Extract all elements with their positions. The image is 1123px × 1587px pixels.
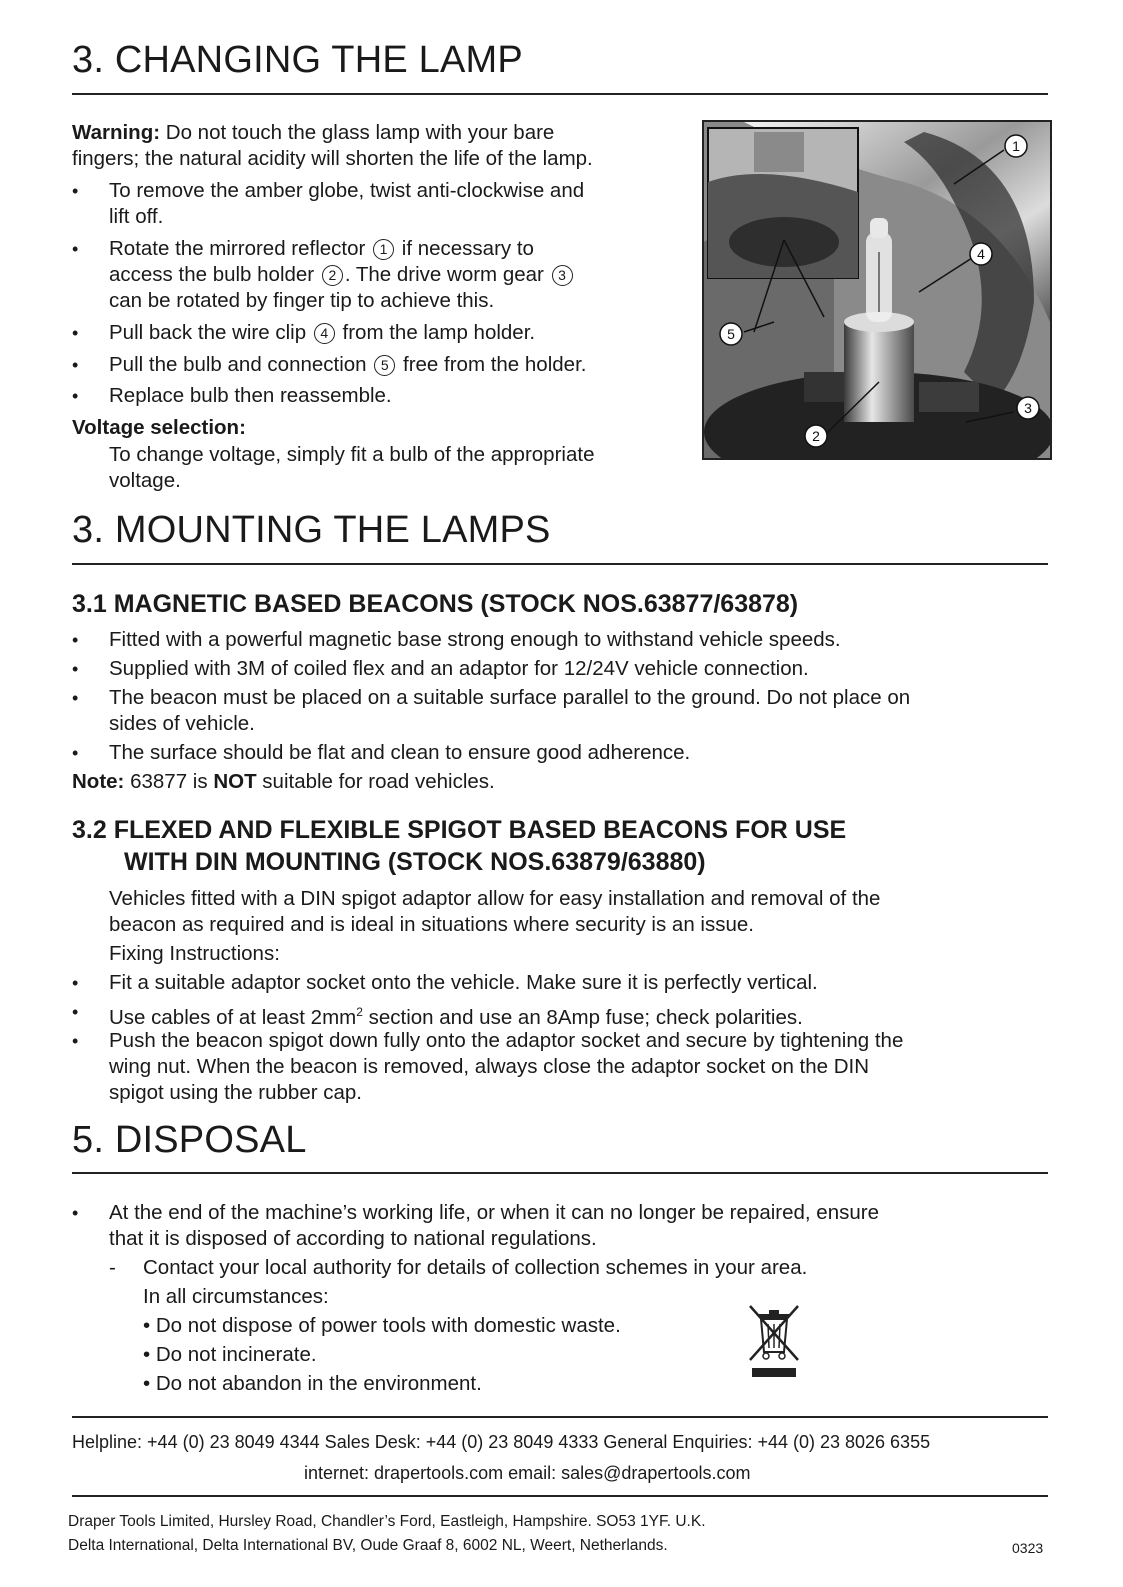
note-text: suitable for road vehicles. [262, 770, 495, 793]
voltage-line-1: To change voltage, simply fit a bulb of the appropriate [109, 443, 595, 466]
warning-label: Warning: [72, 121, 161, 144]
s32-bullet-3-line-1: Push the beacon spigot down fully onto the adaptor socket and secure by tightening the [109, 1029, 904, 1052]
footer-rule-bottom [72, 1495, 1048, 1497]
s32-bullet-3-line-3: spigot using the rubber cap. [109, 1081, 362, 1104]
callout-4: 4 [314, 323, 335, 344]
warning-text: Do not touch the glass lamp with your bare [165, 121, 555, 144]
lamp-photo [702, 120, 1052, 460]
bullet-dot: • [72, 1203, 79, 1223]
disposal-line-2: that it is disposed of according to national regulations. [109, 1227, 597, 1250]
title-rule [72, 563, 1048, 565]
callout-1: 1 [373, 239, 394, 260]
lamp-step-3-text: Pull back the wire clip [109, 321, 307, 344]
bullet-dot: • [72, 323, 79, 343]
photo-callout-3 [1017, 397, 1039, 419]
lamp-step-2-text: Rotate the mirrored reflector [109, 237, 366, 260]
manual-page [68, 0, 1052, 1587]
s32-bullet-1: Fit a suitable adaptor socket onto the vehicle. Make sure it is perfectly vertical. [109, 971, 818, 994]
lamp-photo-illustration [704, 122, 1050, 458]
disposal-item-2: • Do not incinerate. [143, 1343, 317, 1366]
photo-callout-5 [720, 323, 742, 345]
lamp-step-2-line-3: can be rotated by finger tip to achieve this. [109, 289, 495, 312]
lamp-step-4 [109, 352, 586, 378]
bullet-dot: • [72, 239, 79, 259]
voltage-line-2: voltage. [109, 469, 181, 492]
callout-2: 2 [322, 265, 343, 286]
footer-address-2: Delta International, Delta International BV, Oude Graaf 8, 6002 NL, Weert, Netherlands. [68, 1537, 668, 1554]
photo-callout-3-label: 3 [1024, 400, 1032, 416]
superscript-2: 2 [356, 1005, 363, 1019]
section-title-changing-lamp: 3. CHANGING THE LAMP [72, 39, 523, 81]
footer-contacts: Helpline: +44 (0) 23 8049 4344 Sales Desk: +44 (0) 23 8049 4333 General Enquiries: +44 (0) 23 8026 6355 [72, 1432, 931, 1452]
disposal-line-1: At the end of the machine’s working life, or when it can no longer be repaired, ensure [109, 1201, 879, 1224]
photo-callout-2 [805, 425, 827, 447]
s31-bullet-3-line-2: sides of vehicle. [109, 712, 255, 735]
footer-code: 0323 [1012, 1540, 1044, 1556]
s32-bullet-2-text: section and use an 8Amp fuse; check polarities. [362, 1005, 803, 1029]
dash-marker: - [109, 1256, 116, 1279]
voltage-label [72, 415, 246, 441]
s32-fixing-label: Fixing Instructions: [109, 942, 280, 965]
bullet-dot: • [72, 355, 79, 375]
s32-para-1-line-2: beacon as required and is ideal in situations where security is an issue. [109, 913, 754, 936]
note-emphasis: NOT [213, 770, 257, 793]
photo-callout-1 [1005, 135, 1027, 157]
lamp-step-2-text: . The drive worm gear [344, 263, 544, 286]
bullet-dot: • [72, 181, 79, 201]
disposal-item-3: • Do not abandon in the environment. [143, 1372, 482, 1395]
subsection-3-2-title-line-2: WITH DIN MOUNTING (STOCK NOS.63879/63880) [124, 848, 706, 876]
bullet-dot: • [72, 630, 79, 650]
lamp-step-3-text: from the lamp holder. [342, 321, 536, 344]
footer-address-1: Draper Tools Limited, Hursley Road, Chandler’s Ford, Eastleigh, Hampshire. SO53 1YF. U.K. [68, 1513, 706, 1530]
s32-para-1-line-1: Vehicles fitted with a DIN spigot adaptor allow for easy installation and removal of the [109, 887, 881, 910]
section-title-mounting: 3. MOUNTING THE LAMPS [72, 509, 551, 551]
s31-bullet-2: Supplied with 3M of coiled flex and an adaptor for 12/24V vehicle connection. [109, 657, 809, 680]
disposal-item-1: • Do not dispose of power tools with domestic waste. [143, 1314, 621, 1337]
s31-bullet-1: Fitted with a powerful magnetic base strong enough to withstand vehicle speeds. [109, 628, 841, 651]
s32-bullet-2-text: Use cables of at least 2mm [109, 1005, 357, 1029]
disposal-contact: Contact your local authority for details of collection schemes in your area. [143, 1256, 808, 1279]
note-text: 63877 is [130, 770, 208, 793]
lamp-step-2-text: if necessary to [401, 237, 534, 260]
subsection-3-2-title-line-1: 3.2 FLEXED AND FLEXIBLE SPIGOT BASED BEACONS FOR USE [72, 816, 847, 844]
footer-rule-top [72, 1416, 1048, 1418]
s31-bullet-4: The surface should be flat and clean to ensure good adherence. [109, 741, 691, 764]
lamp-step-2-line-1 [109, 236, 534, 262]
bullet-dot: • [72, 688, 79, 708]
disposal-circumstances: In all circumstances: [143, 1285, 329, 1308]
bullet-dot: • [72, 659, 79, 679]
bullet-dot: • [72, 973, 79, 993]
bullet-dot: • [72, 1002, 79, 1022]
section-title-disposal: 5. DISPOSAL [72, 1119, 307, 1161]
lamp-step-5: Replace bulb then reassemble. [109, 384, 392, 407]
callout-5: 5 [374, 355, 395, 376]
photo-callout-1-label: 1 [1012, 138, 1020, 154]
callout-3: 3 [552, 265, 573, 286]
s31-bullet-3-line-1: The beacon must be placed on a suitable surface parallel to the ground. Do not place on [109, 686, 911, 709]
lamp-step-1-line-2: lift off. [109, 205, 164, 228]
lamp-step-4-text: free from the holder. [403, 353, 587, 376]
note-line [72, 769, 495, 795]
title-rule [72, 1172, 1048, 1174]
photo-callout-4 [970, 243, 992, 265]
crossed-bin-icon [744, 1300, 804, 1382]
footer-web: internet: drapertools.com email: sales@drapertools.com [304, 1463, 751, 1483]
s32-bullet-3-line-2: wing nut. When the beacon is removed, always close the adaptor socket on the DIN [109, 1055, 870, 1078]
subsection-3-1-title: 3.1 MAGNETIC BASED BEACONS (STOCK NOS.63877/63878) [72, 590, 799, 618]
s32-bullet-2 [109, 999, 803, 1031]
lamp-step-3 [109, 320, 535, 346]
bullet-dot: • [72, 1031, 79, 1051]
warning-line-1 [72, 120, 554, 146]
photo-callout-2-label: 2 [812, 428, 820, 444]
lamp-step-1-line-1: To remove the amber globe, twist anti-clockwise and [109, 179, 585, 202]
title-rule [72, 93, 1048, 95]
lamp-step-4-text: Pull the bulb and connection [109, 353, 367, 376]
bullet-dot: • [72, 386, 79, 406]
warning-line-2: fingers; the natural acidity will shorten the life of the lamp. [72, 147, 593, 170]
voltage-label-text: Voltage selection: [72, 416, 246, 439]
note-label: Note: [72, 770, 125, 793]
bullet-dot: • [72, 743, 79, 763]
lamp-step-2-line-2 [109, 262, 575, 288]
lamp-step-2-text: access the bulb holder [109, 263, 315, 286]
photo-callout-4-label: 4 [977, 246, 985, 262]
photo-callout-5-label: 5 [727, 326, 735, 342]
